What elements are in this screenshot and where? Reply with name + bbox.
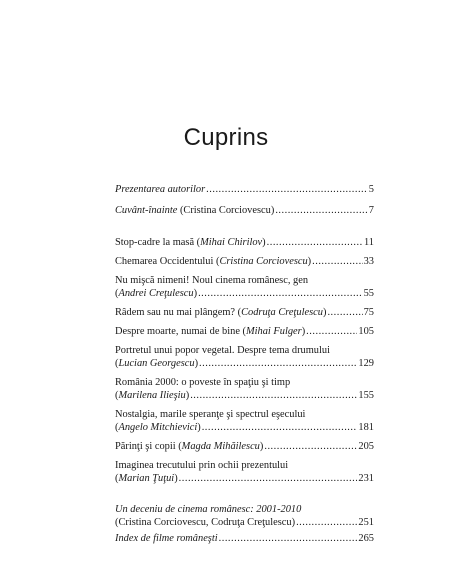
table-of-contents bbox=[115, 180, 374, 545]
toc-entry-title: Un deceniu de cinema românesc: 2001-2010 bbox=[115, 504, 302, 515]
toc-entry[interactable] bbox=[115, 183, 374, 196]
toc-entry-title: Râdem sau nu mai plângem? ( bbox=[115, 307, 242, 318]
toc-entry-title: Părinţi şi copii ( bbox=[115, 441, 182, 452]
toc-entry-title: Index de filme româneşti bbox=[115, 533, 218, 544]
toc-entry-author: Marian Ţuţui bbox=[118, 473, 175, 484]
toc-entry-title: Portretul unui popor vegetal. Despre tema drumului bbox=[115, 345, 330, 356]
toc-entry-title: Nostalgia, marile speranţe şi spectrul eşecului bbox=[115, 409, 306, 420]
toc-entry-paren: ( bbox=[115, 288, 119, 299]
dot-leader bbox=[264, 440, 357, 453]
dot-leader bbox=[219, 532, 358, 545]
toc-entry-paren: ) bbox=[185, 390, 190, 401]
toc-entry[interactable] bbox=[115, 459, 374, 485]
toc-entry-paren: ) bbox=[197, 422, 201, 433]
toc-entry-author: (Cristina Corciovescu) bbox=[177, 205, 275, 216]
toc-entry-author: Marilena Ilieşiu bbox=[118, 390, 186, 401]
toc-page-number: 231 bbox=[358, 473, 374, 484]
toc-entry[interactable] bbox=[115, 376, 374, 402]
toc-entry-paren: ) bbox=[301, 326, 306, 337]
toc-entry-author: Andrei Creţulescu bbox=[118, 288, 194, 299]
toc-entry-paren: ( bbox=[115, 473, 119, 484]
toc-entry[interactable] bbox=[115, 503, 374, 529]
toc-entry[interactable] bbox=[115, 325, 374, 338]
toc-entry[interactable] bbox=[115, 306, 374, 319]
dot-leader bbox=[327, 306, 362, 319]
toc-entry[interactable] bbox=[115, 236, 374, 249]
toc-entry-author: Mihai Fulger bbox=[246, 326, 302, 337]
toc-entry-paren: ( bbox=[115, 422, 119, 433]
dot-leader bbox=[275, 204, 367, 217]
toc-page-number: 7 bbox=[368, 205, 374, 216]
toc-entry-author: Mihai Chirilov bbox=[200, 237, 263, 248]
toc-entry[interactable] bbox=[115, 274, 374, 300]
toc-entry-paren: ( bbox=[115, 390, 119, 401]
dot-leader bbox=[312, 255, 362, 268]
toc-page-number: 33 bbox=[363, 256, 374, 267]
toc-entry-title: Nu mişcă nimeni! Noul cinema românesc, gen bbox=[115, 275, 309, 286]
dot-leader bbox=[306, 325, 357, 338]
toc-page-number: 251 bbox=[358, 517, 374, 528]
toc-entry[interactable] bbox=[115, 204, 374, 217]
toc-page-number: 105 bbox=[358, 326, 374, 337]
toc-entry-paren: ( bbox=[115, 358, 119, 369]
toc-page-number: 205 bbox=[358, 441, 374, 452]
toc-entry[interactable] bbox=[115, 344, 374, 370]
toc-entry[interactable] bbox=[115, 532, 374, 545]
toc-page-number: 265 bbox=[358, 533, 374, 544]
toc-entry-title: Chemarea Occidentului ( bbox=[115, 256, 220, 267]
toc-entry-title: Despre moarte, numai de bine ( bbox=[115, 326, 246, 337]
toc-entry-author: Magda Mihăilescu bbox=[181, 441, 260, 452]
toc-entry-title: Imaginea trecutului prin ochii prezentului bbox=[115, 460, 289, 471]
toc-entry-title: Prezentarea autorilor bbox=[115, 184, 206, 195]
toc-entry[interactable] bbox=[115, 440, 374, 453]
toc-page-number: 129 bbox=[358, 358, 374, 369]
toc-entry[interactable] bbox=[115, 408, 374, 434]
dot-leader bbox=[199, 357, 357, 370]
toc-page-number: 55 bbox=[363, 288, 374, 299]
toc-entry-paren: ) bbox=[262, 237, 266, 248]
dot-leader bbox=[179, 472, 358, 485]
dot-leader bbox=[198, 287, 363, 300]
dot-leader bbox=[267, 236, 363, 249]
toc-entry-paren: ) bbox=[259, 441, 264, 452]
toc-entry-author: Codruţa Creţulescu bbox=[241, 307, 323, 318]
toc-entry-title: Cuvânt-înainte bbox=[115, 205, 178, 216]
toc-entry-paren: ) bbox=[194, 358, 199, 369]
toc-entry-author: (Cristina Corciovescu, Codruţa Creţulescu) bbox=[115, 517, 296, 528]
dot-leader bbox=[296, 516, 357, 529]
toc-entry-paren: ) bbox=[193, 288, 198, 299]
dot-leader bbox=[190, 389, 357, 402]
toc-page-number: 181 bbox=[358, 422, 374, 433]
dot-leader bbox=[206, 183, 368, 196]
page-title: Cuprins bbox=[183, 124, 269, 151]
toc-page-number: 75 bbox=[363, 307, 374, 318]
toc-entry-author: Lucian Georgescu bbox=[118, 358, 195, 369]
toc-page-number: 5 bbox=[368, 184, 374, 195]
toc-entry-author: Angelo Mitchievici bbox=[118, 422, 198, 433]
toc-entry-author: Cristina Corciovescu bbox=[219, 256, 308, 267]
toc-entry[interactable] bbox=[115, 255, 374, 268]
toc-entry-title: România 2000: o poveste în spaţiu şi timp bbox=[115, 377, 291, 388]
dot-leader bbox=[202, 421, 358, 434]
toc-page-number: 11 bbox=[363, 237, 374, 248]
toc-entry-paren: ) bbox=[174, 473, 178, 484]
toc-page-number: 155 bbox=[358, 390, 374, 401]
toc-entry-title: Stop-cadre la masă ( bbox=[115, 237, 201, 248]
toc-entry-paren: ) bbox=[322, 307, 327, 318]
toc-entry-paren: ) bbox=[307, 256, 312, 267]
